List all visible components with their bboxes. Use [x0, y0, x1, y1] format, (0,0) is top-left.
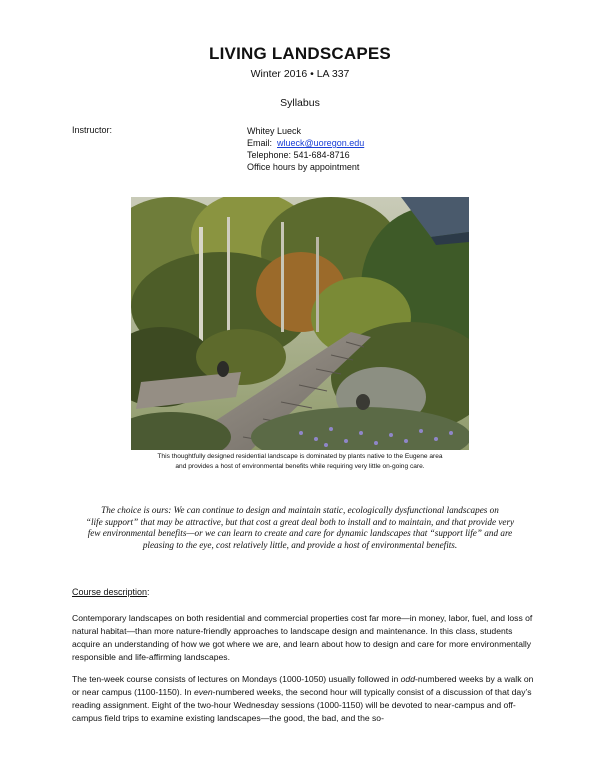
course-description-paragraph-2	[72, 673, 534, 725]
instructor-email-line	[247, 137, 364, 149]
instructor-telephone: Telephone: 541-684-8716	[247, 150, 350, 160]
course-title: LIVING LANDSCAPES	[209, 44, 391, 63]
p2-part-a: The ten-week course consists of lectures on Mondays (1000-1050) usually followed in	[72, 674, 401, 684]
caption-line-2: and provides a host of environmental benefits while requiring very little on-going care.	[175, 462, 425, 470]
quote-line-2: “life support” that may be attractive, but that cost a great deal both to install and to maintain, and that provide very	[85, 516, 515, 527]
email-label: Email:	[247, 138, 273, 148]
course-description-heading-colon: :	[147, 587, 150, 597]
photo-caption	[100, 452, 500, 471]
quote-line-1: The choice is ours: We can continue to design and maintain static, ecologically dysfunctional landscapes on	[101, 505, 499, 515]
landscape-photo	[131, 197, 469, 450]
course-term-and-number: Winter 2016 • LA 337	[250, 68, 350, 80]
caption-line-1: This thoughtfully designed residential landscape is dominated by plants native to the Eugene area	[157, 453, 443, 460]
instructor-label: Instructor:	[72, 125, 113, 135]
p2-part-c: -numbered weeks, the second hour will typically consist of a discussion of that day’s reading assignment. Eight of the two-hour Wednesday sessions (1000-1150) will be devoted to near-campus and off-campus field trips to examine existing landscapes—the good, the bad, and the so-	[72, 687, 532, 723]
course-description-paragraph-1: Contemporary landscapes on both residential and commercial properties cost far more—in money, labor, fuel, and loss of natural habitat—than more nature-friendly approaches to landscape design and maintenance. In this class, students acquire an understanding of how we got where we are, and learn about how to design and care for more environmentally responsible and life-affirming landscapes.	[72, 613, 533, 662]
epigraph-quote	[70, 505, 530, 551]
quote-line-4: pleasing to the eye, cost relatively little, and provide a host of environmental benefits.	[142, 539, 458, 550]
instructor-office-hours: Office hours by appointment	[247, 162, 360, 172]
document-type: Syllabus	[280, 97, 320, 109]
p2-odd: odd	[400, 674, 415, 684]
instructor-name: Whitey Lueck	[247, 126, 302, 136]
quote-line-3: few environmental benefits—or we can learn to create and care for dynamic landscapes that “support life” and are	[87, 528, 513, 539]
p2-even: even	[193, 687, 213, 697]
email-link[interactable]: wlueck@uoregon.edu	[277, 138, 365, 148]
course-description-heading	[72, 587, 150, 597]
p2-part-b: -numbered weeks by a walk on or near campus (1100-1150). In	[72, 674, 534, 697]
instructor-contact-block	[247, 125, 364, 173]
course-description-heading-text: Course description	[72, 587, 148, 597]
